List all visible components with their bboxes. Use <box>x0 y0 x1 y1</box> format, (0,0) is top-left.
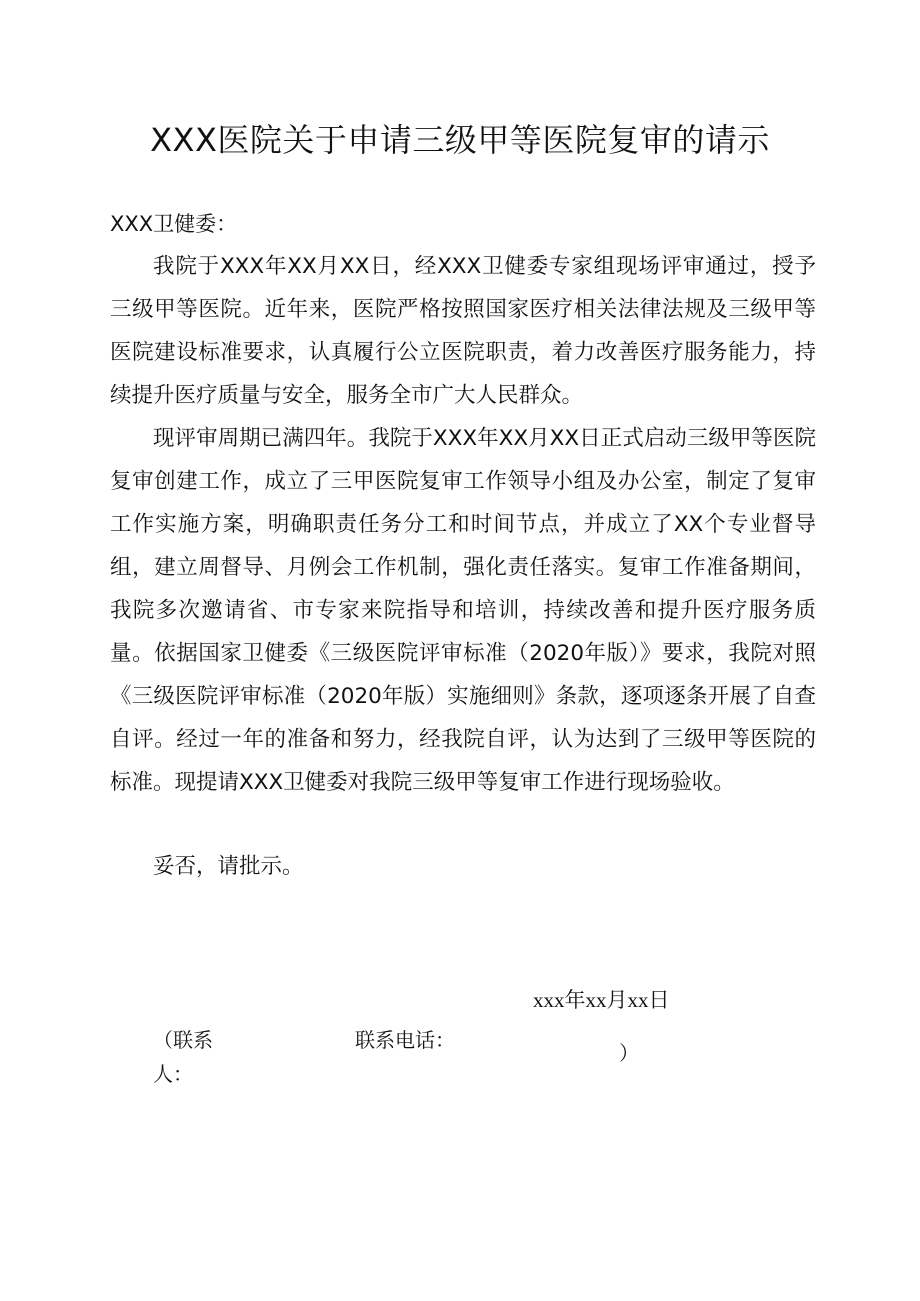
contact-person-label: （联系人： <box>153 1028 213 1086</box>
salutation: XXX卫健委： <box>110 212 238 236</box>
contact-phone-label: 联系电话： <box>355 1028 455 1052</box>
body-paragraph-1: 我院于XXX年XX月XX日，经XXX卫健委专家组现场评审通过，授予三级甲等医院。近年来，医院严格按照国家医疗相关法律法规及三级甲等医院建设标准要求，认真履行公立医院职责，着力改善医疗服务能力，持续提升医疗质量与安全，服务全市广大人民群众。 <box>110 254 816 408</box>
closing-request: 妥否，请批示。 <box>153 854 304 879</box>
contact-close-paren: ） <box>619 1041 639 1065</box>
document-title: XXX医院关于申请三级甲等医院复审的请示 <box>150 121 770 159</box>
body-paragraph-2: 现评审周期已满四年。我院于XXX年XX月XX日正式启动三级甲等医院复审创建工作，成立了三甲医院复审工作领导小组及办公室，制定了复审工作实施方案，明确职责任务分工和时间节点，并成立了XX个专业督导组，建立周督导、月例会工作机制，强化责任落实。复审工作准备期间，我院多次邀请省、市专家来院指导和培训，持续改善和提升医疗服务质量。依据国家卫健委《三级医院评审标准（2020年版）》要求，我院对照《三级医院评审标准（2020年版）实施细则》条款，逐项逐条开展了自查自评。经过一年的准备和努力，经我院自评，认为达到了三级甲等医院的标准。现提请XXX卫健委对我院三级甲等复审工作进行现场验收。 <box>110 426 816 795</box>
document-date: xxx年xx月xx日 <box>533 988 670 1012</box>
